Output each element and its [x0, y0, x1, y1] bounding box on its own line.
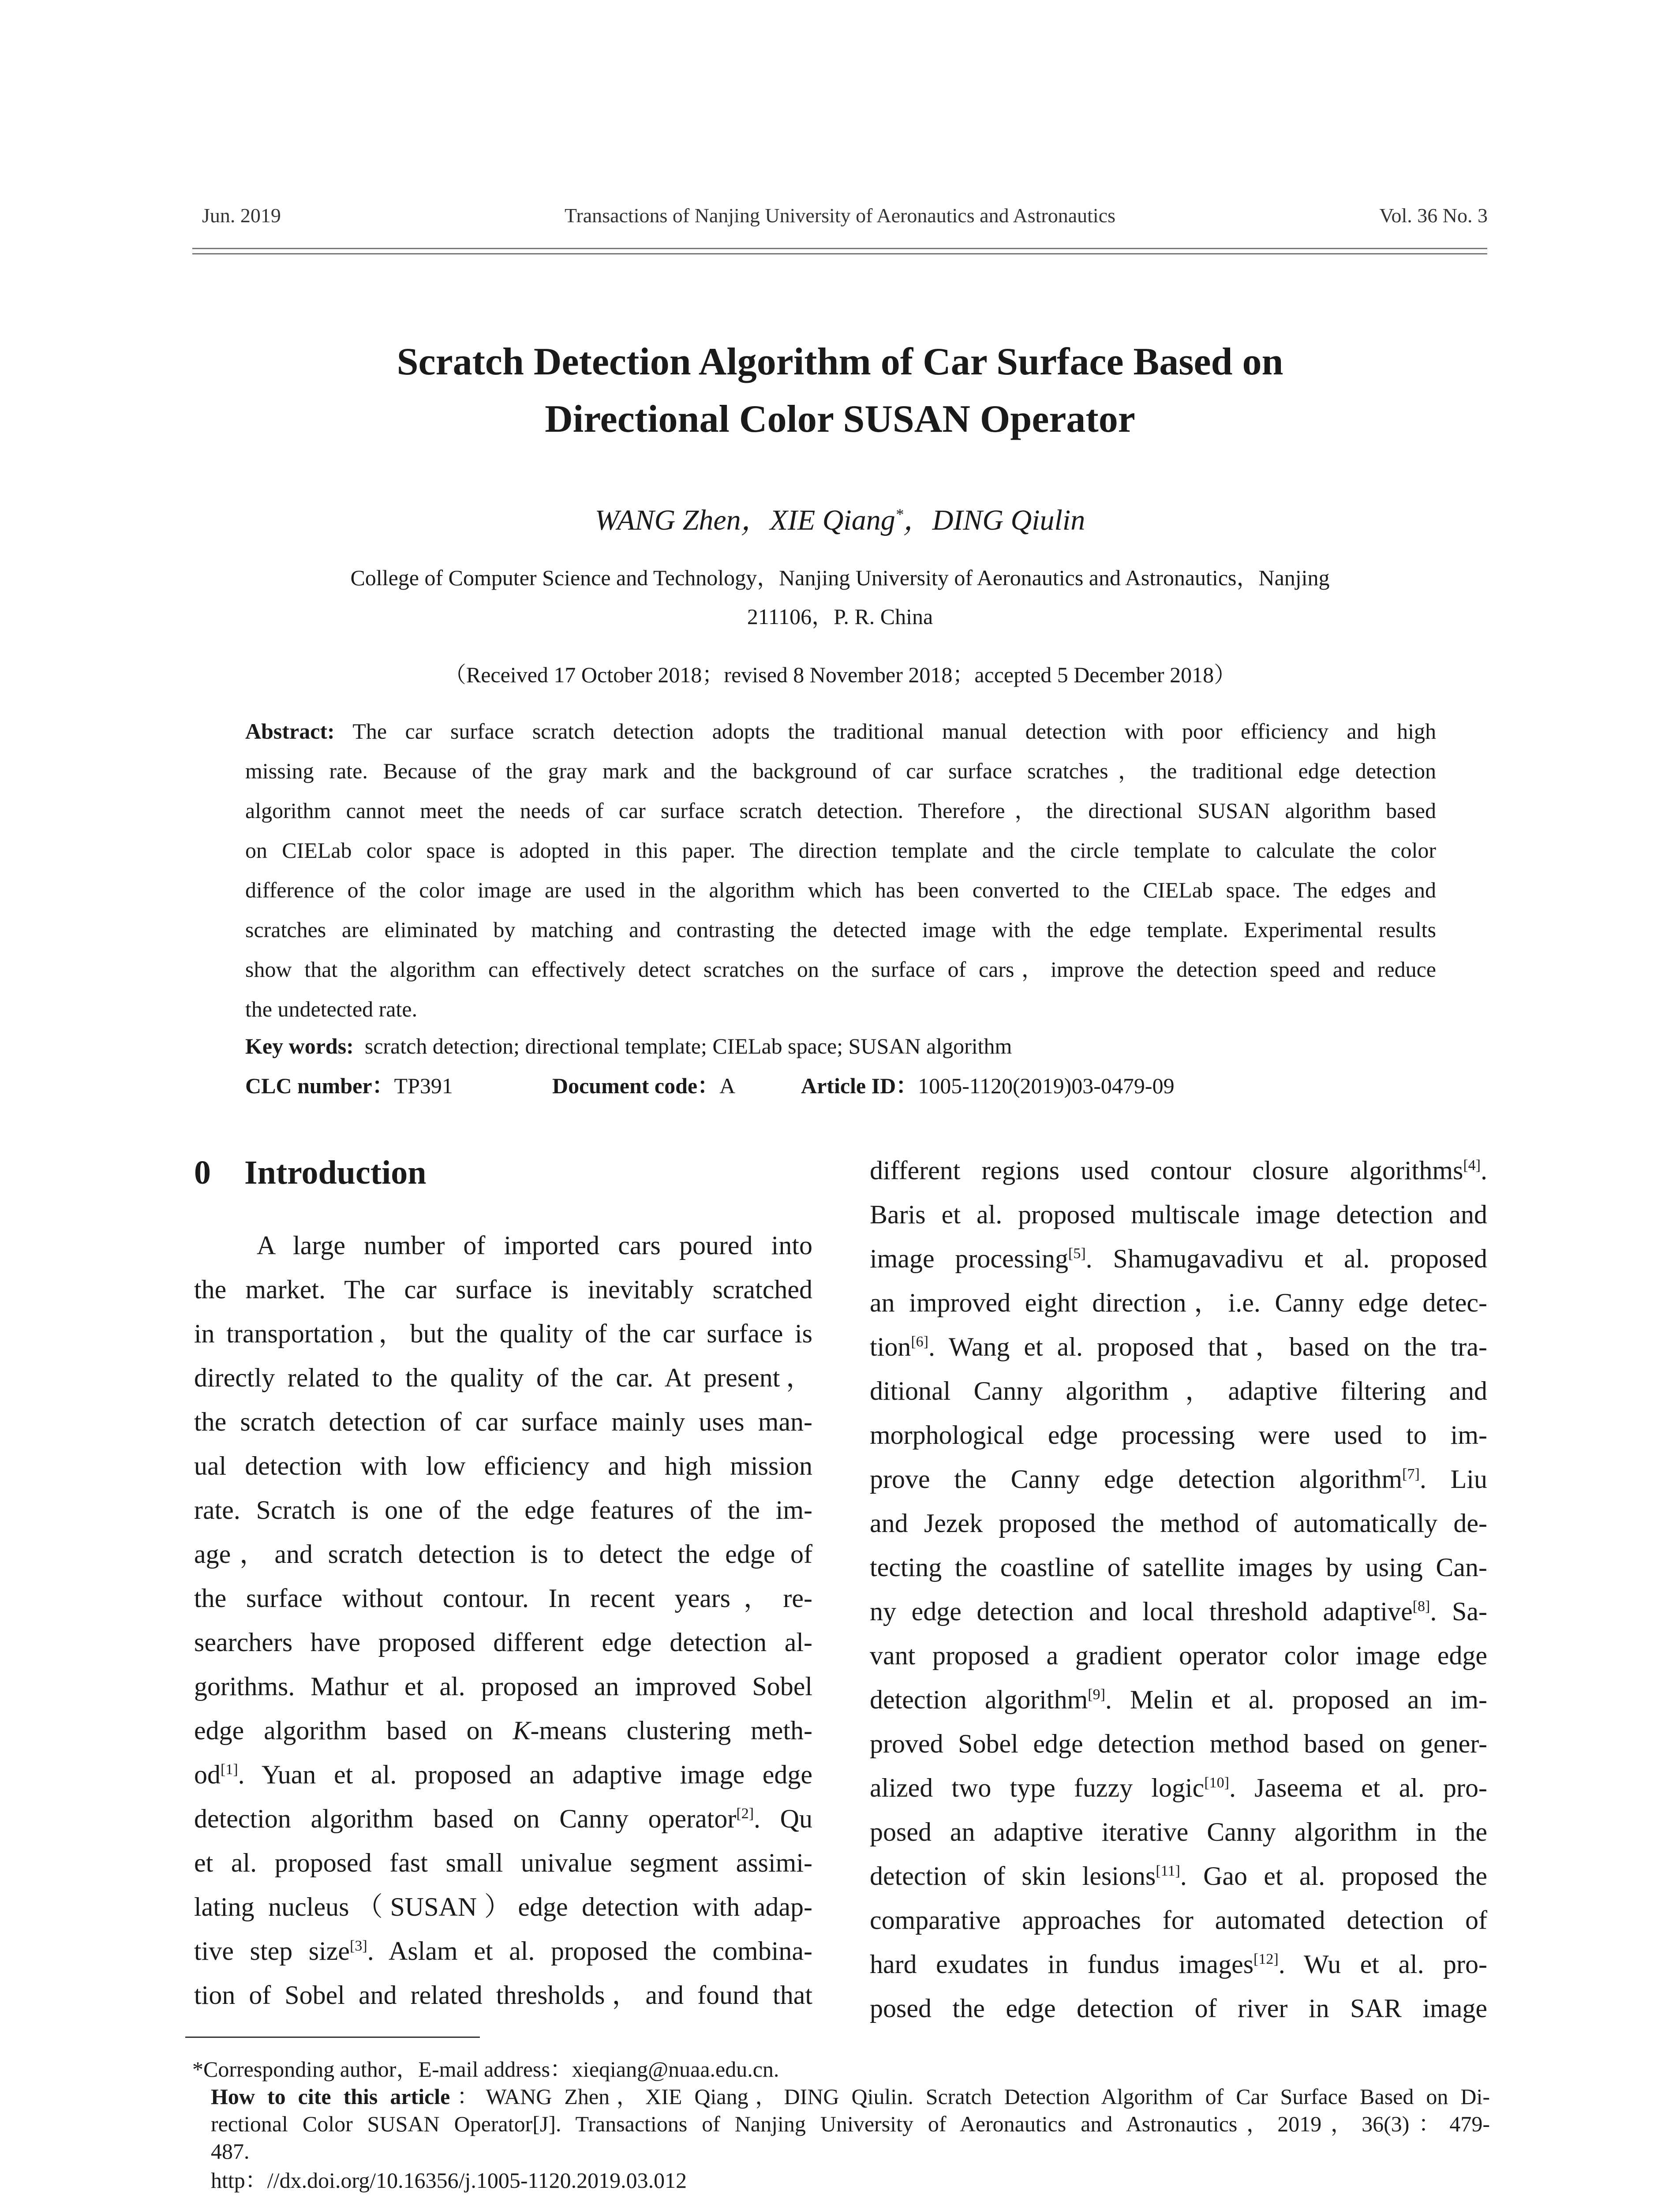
citation-ref: [9] [1088, 1686, 1105, 1703]
corresponding-author: *Corresponding author，E-mail address：xieqiang@nuaa.edu.cn. [192, 2057, 779, 2082]
col2-line-17: detection of skin lesions[11]. Gao et al. proposed the [870, 1861, 1487, 1891]
citation-ref: [7] [1402, 1466, 1420, 1482]
col2-line-13: detection algorithm[9]. Melin et al. proposed an im- [870, 1685, 1487, 1714]
article-id [801, 1073, 1175, 1099]
col1-line-2: the market. The car surface is inevitably scratched [194, 1275, 812, 1304]
abstract-line-2: missing rate. Because of the gray mark and the background of car surface scratches，the traditional edge detection [245, 759, 1436, 783]
header-date: Jun. 2019 [202, 204, 281, 227]
clc-number [245, 1073, 453, 1099]
citation-ref: [10] [1204, 1775, 1229, 1791]
col2-line-11: ny edge detection and local threshold adaptive[8]. Sa- [870, 1597, 1488, 1626]
col1-line-15: et al. proposed fast small univalue segment assimi- [194, 1848, 812, 1877]
col2-line-7: morphological edge processing were used to im- [870, 1420, 1487, 1450]
citation-ref: [6] [911, 1334, 928, 1350]
col2-line-4: an improved eight direction，i.e. Canny edge detec- [870, 1288, 1487, 1317]
col2-line-12: vant proposed a gradient operator color image edge [870, 1641, 1487, 1670]
author-list [0, 496, 1680, 538]
article-id-label: Article ID： [801, 1073, 918, 1098]
footnote-rule [185, 2037, 480, 2038]
citation-ref: [11] [1156, 1863, 1180, 1879]
document-code [552, 1073, 735, 1099]
col1-line-18: tion of Sobel and related thresholds，and found that [194, 1981, 812, 2010]
abstract-line-8: the undetected rate. [245, 997, 418, 1021]
corresponding-mark: * [895, 505, 903, 523]
col1-line-9: the surface without contour. In recent years，re- [194, 1584, 812, 1613]
section-heading [194, 1154, 426, 1192]
col1-line-4: directly related to the quality of the car. At present， [194, 1363, 812, 1392]
citation-ref: [2] [736, 1805, 754, 1822]
keywords [245, 1033, 1436, 1059]
col1-line-7: rate. Scratch is one of the edge features of the im- [194, 1495, 812, 1525]
header-rule-top [192, 248, 1487, 249]
section-title: Introduction [244, 1154, 427, 1191]
header-journal: Transactions of Nanjing University of Aeronautics and Astronautics [564, 204, 1116, 227]
paper-title-line-1: Scratch Detection Algorithm of Car Surface Based on [397, 340, 1283, 383]
header-volume: Vol. 36 No. 3 [1379, 204, 1488, 227]
header-rule-bottom [192, 253, 1487, 254]
col1-line-6: ual detection with low efficiency and high mission [194, 1451, 812, 1480]
affiliation-line-1: College of Computer Science and Technology，Nanjing University of Aeronautics and Astronautics，Nanjing [350, 565, 1330, 590]
citation-ref: [8] [1412, 1598, 1430, 1615]
citation-text: ：WANG Zhen，XIE Qiang，DING Qiulin. Scratch Detection Algorithm of Car Surface Based on Di- [450, 2084, 1490, 2109]
col1-line-17: tive step size[3]. Aslam et al. proposed the combina- [194, 1936, 812, 1966]
document-code-label: Document code： [552, 1073, 720, 1098]
citation-line-1 [211, 2083, 1490, 2110]
abstract-label: Abstract: [245, 719, 335, 744]
abstract-line-5: difference of the color image are used in the algorithm which has been converted to the CIELab space. The edges and [245, 878, 1436, 902]
col1-line-16: lating nucleus（SUSAN）edge detection with adap- [194, 1892, 812, 1921]
citation-ref: [12] [1253, 1951, 1279, 1967]
citation-ref: [3] [350, 1938, 367, 1954]
col1-line-3: in transportation，but the quality of the car surface is [194, 1319, 812, 1348]
col2-line-6: ditional Canny algorithm，adaptive filtering and [870, 1376, 1487, 1405]
abstract-line-3: algorithm cannot meet the needs of car surface scratch detection. Therefore，the directional SUSAN algorithm based [245, 798, 1436, 823]
col2-line-3: image processing[5]. Shamugavadivu et al. proposed [870, 1244, 1487, 1273]
citation-ref: [5] [1068, 1245, 1086, 1262]
citation-line-2: rectional Color SUSAN Operator[J]. Transactions of Nanjing University of Aeronautics and Astronautics，2019，36(3)：479- [211, 2112, 1490, 2136]
col2-line-20: posed the edge detection of river in SAR image [870, 1994, 1487, 2023]
col2-line-14: proved Sobel edge detection method based on gener- [870, 1729, 1487, 1758]
col1-line-13: od[1]. Yuan et al. proposed an adaptive image edge [194, 1760, 812, 1789]
col2-line-1: different regions used contour closure algorithms[4]. [870, 1156, 1487, 1185]
affiliation-line-2: 211106，P. R. China [747, 604, 933, 629]
col1-line-8: age，and scratch detection is to detect the edge of [194, 1540, 812, 1569]
authors-part-2: ，DING Qiulin [903, 504, 1085, 536]
section-number: 0 [194, 1154, 211, 1191]
citation-ref: [1] [221, 1761, 238, 1778]
clc-value: TP391 [394, 1073, 453, 1098]
abstract-line-6: scratches are eliminated by matching and contrasting the detected image with the edge template. Experimental results [245, 917, 1436, 942]
article-id-value: 1005-1120(2019)03-0479-09 [918, 1073, 1175, 1098]
col2-line-18: comparative approaches for automated detection of [870, 1906, 1487, 1935]
col2-line-9: and Jezek proposed the method of automatically de- [870, 1509, 1487, 1538]
col2-line-8: prove the Canny edge detection algorithm[7]. Liu [870, 1465, 1487, 1494]
col1-line-5: the scratch detection of car surface mainly uses man- [194, 1407, 812, 1436]
col2-line-16: posed an adaptive iterative Canny algorithm in the [870, 1817, 1487, 1846]
keywords-value: scratch detection; directional template; CIELab space; SUSAN algorithm [364, 1034, 1012, 1058]
abstract-line-7: show that the algorithm can effectively detect scratches on the surface of cars，improve the detection speed and reduce [245, 957, 1436, 982]
col1-line-12: edge algorithm based on K-means clustering meth- [194, 1716, 812, 1745]
clc-label: CLC number： [245, 1073, 394, 1098]
col2-line-10: tecting the coastline of satellite images by using Can- [870, 1553, 1487, 1582]
col1-line-1: A large number of imported cars poured into [257, 1231, 812, 1260]
abstract-line-1 [245, 718, 1436, 744]
col1-line-11: gorithms. Mathur et al. proposed an improved Sobel [194, 1672, 812, 1701]
submission-dates: （Received 17 October 2018；revised 8 November 2018；accepted 5 December 2018） [444, 662, 1236, 687]
col2-line-5: tion[6]. Wang et al. proposed that，based on the tra- [870, 1332, 1487, 1361]
citation-line-3: 487. [211, 2139, 250, 2164]
doi-link[interactable]: http：//dx.doi.org/10.16356/j.1005-1120.2019.03.012 [211, 2168, 687, 2193]
authors-part-1: WANG Zhen，XIE Qiang [595, 504, 895, 536]
abstract-text: The car surface scratch detection adopts the traditional manual detection with poor efficiency and high [352, 719, 1436, 744]
col2-line-2: Baris et al. proposed multiscale image detection and [870, 1200, 1487, 1229]
citation-ref: [4] [1463, 1157, 1481, 1174]
keywords-label: Key words: [245, 1034, 354, 1058]
col1-line-14: detection algorithm based on Canny operator[2]. Qu [194, 1804, 812, 1833]
paper-title-line-2: Directional Color SUSAN Operator [545, 398, 1135, 441]
abstract-line-4: on CIELab color space is adopted in this paper. The direction template and the circle template to calculate the color [245, 838, 1436, 863]
col2-line-15: alized two type fuzzy logic[10]. Jaseema et al. pro- [870, 1773, 1487, 1802]
document-code-value: A [719, 1073, 736, 1098]
col2-line-19: hard exudates in fundus images[12]. Wu et al. pro- [870, 1950, 1487, 1979]
citation-label: How to cite this article [211, 2084, 450, 2109]
col1-line-10: searchers have proposed different edge detection al- [194, 1628, 812, 1657]
